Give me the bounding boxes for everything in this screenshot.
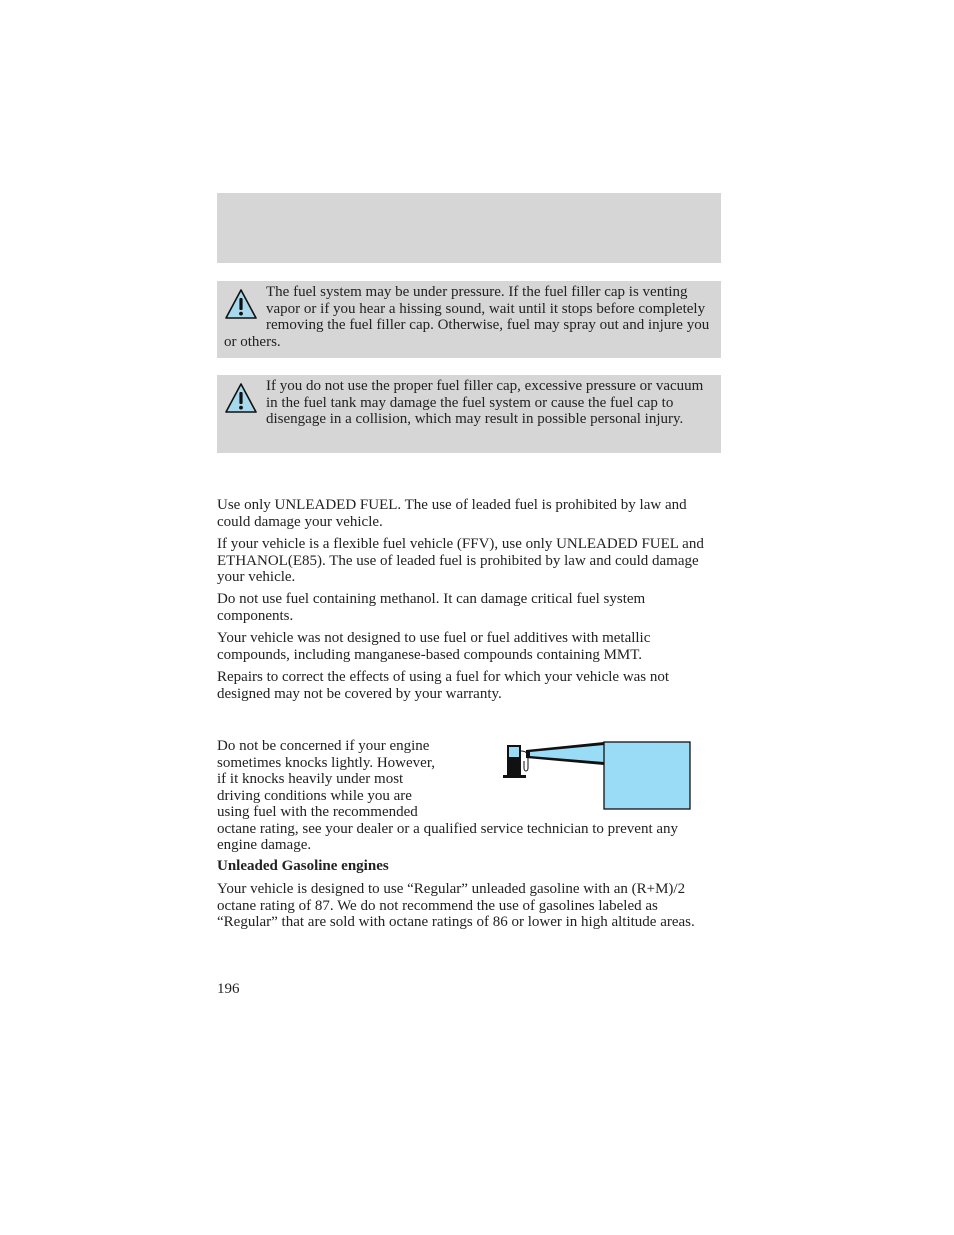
warning-text: The fuel system may be under pressure. If the fuel filler cap is venting vapor or if you hear a hissing sound, wait until it stops before completely removing the fuel filler cap. Otherwise, fuel may spray out and injure you or others. [224,284,710,350]
paragraph-metallic-additives: Your vehicle was not designed to use fuel or fuel additives with metallic compounds, including manganese-based compounds containing MMT. [217,630,651,663]
knock-rest: octane rating, see your dealer or a qualified service technician to prevent any engine damage. [217,820,679,853]
paragraph-warranty: Repairs to correct the effects of using a fuel for which your vehicle was not designed may not be covered by your warranty. [217,669,670,702]
paragraph-regular-octane: Your vehicle is designed to use “Regular” unleaded gasoline with an (R+M)/2 octane rating of 87. We do not recommend the use of gasolines labeled as “Regular” that are sold with octane ratings of 86 or lower in high altitude areas. [217,881,695,930]
page-number: 196 [217,981,240,997]
warning-triangle-icon [224,287,258,321]
warning-triangle-icon [224,381,258,415]
knock-line: Do not be concerned if your engine [217,738,430,754]
paragraph-unleaded-only: Use only UNLEADED FUEL. The use of leaded fuel is prohibited by law and could damage your vehicle. [217,497,687,530]
knock-line: using fuel with the recommended [217,804,418,820]
subheading-unleaded-engines: Unleaded Gasoline engines [217,858,389,874]
knock-line: driving conditions while you are [217,787,412,804]
paragraph-methanol: Do not use fuel containing methanol. It can damage critical fuel system components. [217,591,646,624]
paragraph-ffv: If your vehicle is a flexible fuel vehicle (FFV), use only UNLEADED FUEL and ETHANOL(E85). The use of leaded fuel is prohibited by law and could damage your vehicle. [217,536,704,585]
warning-text: If you do not use the proper fuel filler cap, excessive pressure or vacuum in the fuel tank may damage the fuel system or cause the fuel cap to disengage in a collision, which may result in possible personal injury. [266,378,704,427]
knock-line: if it knocks heavily under most [217,771,404,787]
warning-box-filler-cap [217,375,721,453]
paragraph-engine-knock [217,738,721,854]
warning-box-pressure [217,281,721,358]
section-header-band [217,193,721,263]
knock-line: sometimes knocks lightly. However, [217,754,435,771]
